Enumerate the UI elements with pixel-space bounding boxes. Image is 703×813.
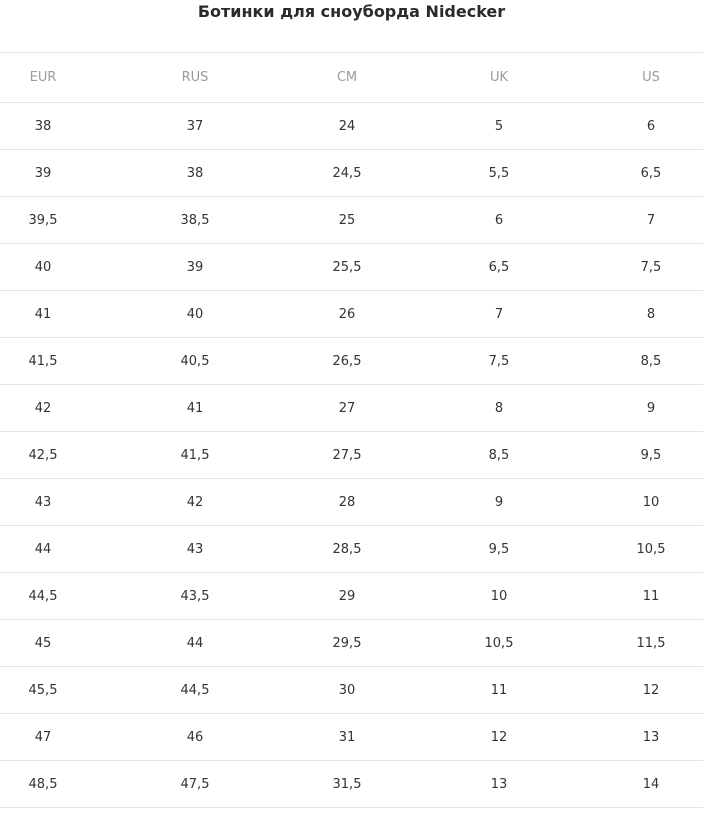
cell-us: 11 xyxy=(642,588,660,604)
cell-uk: 12 xyxy=(490,729,508,745)
table-row xyxy=(0,432,703,479)
table-row xyxy=(0,385,703,432)
cell-cm: 27,5 xyxy=(332,447,362,463)
cell-rus: 40,5 xyxy=(180,353,210,369)
cell-rus: 43,5 xyxy=(180,588,210,604)
cell-eur: 44,5 xyxy=(28,588,58,604)
cell-rus: 46 xyxy=(186,729,204,745)
cell-uk: 8 xyxy=(494,400,504,416)
cell-us: 9,5 xyxy=(640,447,662,463)
column-header-rus: RUS xyxy=(181,70,209,85)
cell-uk: 9 xyxy=(494,494,504,510)
table-row xyxy=(0,338,703,385)
cell-cm: 24 xyxy=(338,118,356,134)
table-row xyxy=(0,150,703,197)
cell-us: 7,5 xyxy=(640,259,662,275)
cell-us: 7 xyxy=(646,212,656,228)
table-row xyxy=(0,761,703,808)
cell-eur: 42,5 xyxy=(28,447,58,463)
cell-cm: 27 xyxy=(338,400,356,416)
cell-eur: 40 xyxy=(34,259,52,275)
table-row xyxy=(0,197,703,244)
cell-rus: 47,5 xyxy=(180,776,210,792)
column-header-us: US xyxy=(642,70,660,85)
cell-uk: 7,5 xyxy=(488,353,510,369)
cell-rus: 42 xyxy=(186,494,204,510)
cell-cm: 28 xyxy=(338,494,356,510)
cell-uk: 5,5 xyxy=(488,165,510,181)
cell-uk: 10 xyxy=(490,588,508,604)
cell-us: 13 xyxy=(642,729,660,745)
cell-eur: 48,5 xyxy=(28,776,58,792)
cell-rus: 44,5 xyxy=(180,682,210,698)
cell-uk: 5 xyxy=(494,118,504,134)
cell-eur: 45 xyxy=(34,635,52,651)
cell-cm: 25,5 xyxy=(332,259,362,275)
cell-rus: 43 xyxy=(186,541,204,557)
cell-cm: 28,5 xyxy=(332,541,362,557)
cell-cm: 31,5 xyxy=(332,776,362,792)
table-row xyxy=(0,620,703,667)
cell-eur: 39 xyxy=(34,165,52,181)
cell-us: 14 xyxy=(642,776,660,792)
cell-rus: 44 xyxy=(186,635,204,651)
cell-rus: 40 xyxy=(186,306,204,322)
cell-us: 8 xyxy=(646,306,656,322)
cell-cm: 26,5 xyxy=(332,353,362,369)
cell-eur: 44 xyxy=(34,541,52,557)
table-row xyxy=(0,573,703,620)
cell-rus: 41 xyxy=(186,400,204,416)
table-row xyxy=(0,244,703,291)
cell-rus: 37 xyxy=(186,118,204,134)
cell-us: 6,5 xyxy=(640,165,662,181)
cell-us: 11,5 xyxy=(636,635,666,651)
column-header-uk: UK xyxy=(489,70,509,85)
cell-eur: 41,5 xyxy=(28,353,58,369)
table-row xyxy=(0,667,703,714)
cell-us: 10 xyxy=(642,494,660,510)
cell-rus: 41,5 xyxy=(180,447,210,463)
cell-uk: 8,5 xyxy=(488,447,510,463)
page-title: Ботинки для сноуборда Nidecker xyxy=(197,2,506,21)
cell-rus: 38 xyxy=(186,165,204,181)
table-row xyxy=(0,714,703,761)
cell-eur: 39,5 xyxy=(28,212,58,228)
cell-us: 8,5 xyxy=(640,353,662,369)
table-row xyxy=(0,291,703,338)
cell-cm: 24,5 xyxy=(332,165,362,181)
cell-eur: 42 xyxy=(34,400,52,416)
cell-eur: 43 xyxy=(34,494,52,510)
cell-cm: 31 xyxy=(338,729,356,745)
cell-rus: 39 xyxy=(186,259,204,275)
cell-us: 6 xyxy=(646,118,656,134)
cell-eur: 45,5 xyxy=(28,682,58,698)
cell-rus: 38,5 xyxy=(180,212,210,228)
cell-uk: 10,5 xyxy=(484,635,514,651)
column-header-cm: CM xyxy=(336,70,358,85)
cell-cm: 29,5 xyxy=(332,635,362,651)
cell-cm: 30 xyxy=(338,682,356,698)
cell-uk: 6,5 xyxy=(488,259,510,275)
cell-cm: 25 xyxy=(338,212,356,228)
table-row xyxy=(0,526,703,573)
size-table xyxy=(0,52,703,808)
cell-us: 9 xyxy=(646,400,656,416)
table-row xyxy=(0,103,703,150)
cell-eur: 38 xyxy=(34,118,52,134)
cell-uk: 9,5 xyxy=(488,541,510,557)
cell-uk: 13 xyxy=(490,776,508,792)
cell-cm: 29 xyxy=(338,588,356,604)
table-header-row xyxy=(0,53,703,103)
cell-uk: 11 xyxy=(490,682,508,698)
table-row xyxy=(0,479,703,526)
cell-uk: 6 xyxy=(494,212,504,228)
cell-us: 10,5 xyxy=(636,541,666,557)
cell-uk: 7 xyxy=(494,306,504,322)
cell-eur: 47 xyxy=(34,729,52,745)
cell-eur: 41 xyxy=(34,306,52,322)
column-header-eur: EUR xyxy=(29,70,57,85)
cell-us: 12 xyxy=(642,682,660,698)
cell-cm: 26 xyxy=(338,306,356,322)
